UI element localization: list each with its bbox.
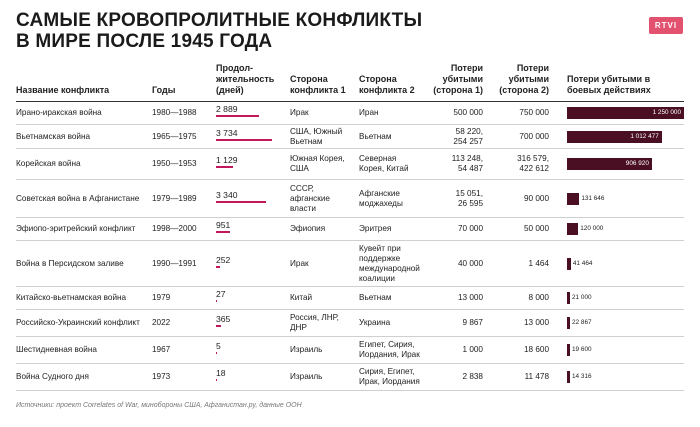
- cell-name: Советская война в Афганистане: [16, 193, 140, 203]
- cell-years: 1979—1989: [152, 193, 197, 203]
- duration-bar: [216, 266, 220, 268]
- cell-side1: Израиль: [290, 345, 323, 354]
- loss-bar: [567, 193, 579, 205]
- conflicts-table: [16, 102, 684, 391]
- header-loss2: Потери убитыми (сторона 2): [499, 63, 549, 95]
- cell-side1: СССР, афганские власти: [290, 183, 330, 213]
- table-row: [16, 125, 684, 149]
- header-name: Название конфликта: [16, 85, 110, 95]
- duration-bar: [216, 115, 259, 117]
- loss-label: 1 250 000: [652, 109, 681, 116]
- duration-label: 5: [216, 341, 221, 351]
- cell-side1: Южная Корея, США: [290, 154, 345, 173]
- cell-loss1: 40 000: [457, 258, 483, 268]
- table-row: [16, 180, 684, 218]
- duration-bar: [216, 300, 217, 302]
- cell-loss2: 316 579, 422 612: [517, 154, 549, 173]
- table-header: [16, 63, 684, 100]
- source-note: Источники: проект Correlates of War, минобороны США, Афганистан.ру, данные ООН: [16, 402, 302, 409]
- cell-years: 1967: [152, 345, 171, 354]
- loss-bar: [567, 344, 570, 356]
- cell-loss1: 58 220, 254 257: [453, 126, 483, 146]
- cell-loss2: 18 600: [523, 345, 549, 354]
- cell-loss2: 8 000: [528, 293, 549, 302]
- cell-loss2: 11 478: [524, 372, 549, 381]
- loss-label: 22 867: [572, 319, 592, 326]
- rtvi-logo: RTVI: [649, 17, 683, 34]
- duration-bar: [216, 166, 233, 168]
- cell-loss2: 750 000: [519, 108, 549, 117]
- cell-years: 2022: [152, 318, 171, 327]
- cell-name: Российско-Украинский конфликт: [16, 318, 140, 327]
- duration-label: 27: [216, 289, 226, 299]
- duration-label: 252: [216, 254, 231, 265]
- duration-bar: [216, 231, 230, 233]
- cell-name: Китайско-вьетнамская война: [16, 293, 127, 302]
- loss-label: 19 600: [572, 346, 592, 353]
- cell-name: Эфиопо-эритрейский конфликт: [16, 224, 136, 233]
- cell-years: 1998—2000: [152, 224, 197, 233]
- duration-bar: [216, 325, 221, 327]
- cell-name: Шестидневная война: [16, 345, 97, 354]
- table-row: [16, 241, 684, 287]
- cell-side1: Израиль: [290, 372, 323, 381]
- duration-label: 951: [216, 220, 231, 230]
- header-side1: Сторона конфликта 1: [290, 74, 346, 95]
- cell-loss1: 9 867: [462, 318, 483, 327]
- duration-label: 3 734: [216, 127, 238, 138]
- cell-name: Война в Персидском заливе: [16, 258, 124, 268]
- cell-side2: Кувейт при поддержке международной коалиции: [359, 243, 420, 283]
- cell-side1: Эфиопия: [290, 224, 326, 233]
- duration-label: 18: [216, 368, 226, 378]
- cell-name: Корейская война: [16, 159, 81, 168]
- cell-loss1: 70 000: [457, 224, 483, 233]
- cell-side2: Вьетнам: [359, 293, 392, 302]
- cell-loss1: 1 000: [462, 345, 483, 354]
- page-title: [16, 10, 576, 52]
- duration-label: 3 340: [216, 189, 238, 200]
- duration-label: 365: [216, 314, 231, 324]
- loss-label: 131 646: [581, 194, 605, 202]
- table-row: [16, 218, 684, 241]
- loss-bar: [567, 223, 578, 235]
- cell-years: 1980—1988: [152, 108, 197, 117]
- cell-years: 1990—1991: [152, 258, 197, 268]
- header-lossbar: Потери убитыми в боевых действиях: [567, 74, 651, 95]
- duration-bar: [216, 201, 266, 203]
- cell-loss1: 13 000: [457, 293, 483, 302]
- duration-label: 1 129: [216, 155, 238, 165]
- cell-loss2: 1 464: [528, 258, 549, 268]
- duration-bar: [216, 379, 217, 381]
- duration-bar: [216, 139, 272, 141]
- table-row: [16, 149, 684, 180]
- table-row: [16, 310, 684, 337]
- loss-bar: [567, 258, 571, 270]
- cell-side1: Россия, ЛНР, ДНР: [290, 313, 339, 332]
- header-loss1: Потери убитыми (сторона 1): [433, 63, 483, 95]
- title-line-2: В МИРЕ ПОСЛЕ 1945 ГОДА: [16, 31, 273, 52]
- table-row: [16, 287, 684, 310]
- cell-side1: США, Южный Вьетнам: [290, 126, 343, 146]
- cell-loss2: 90 000: [523, 193, 549, 203]
- cell-years: 1965—1975: [152, 131, 197, 141]
- cell-years: 1979: [152, 293, 171, 302]
- cell-name: Ирано-иракская война: [16, 108, 102, 117]
- duration-bar: [216, 352, 217, 354]
- table-row: [16, 102, 684, 125]
- loss-label: 1 012 477: [630, 132, 659, 140]
- cell-side2: Египет, Сирия, Иордания, Ирак: [359, 340, 420, 359]
- cell-name: Вьетнамская война: [16, 131, 91, 141]
- cell-loss1: 15 051, 26 595: [455, 188, 483, 208]
- cell-loss1: 2 838: [462, 372, 483, 381]
- header-side2: Сторона конфликта 2: [359, 74, 415, 95]
- loss-bar: [567, 371, 570, 383]
- cell-years: 1973: [152, 372, 171, 381]
- loss-label: 120 000: [580, 225, 604, 232]
- title-line-1: САМЫЕ КРОВОПРОЛИТНЫЕ КОНФЛИКТЫ: [16, 10, 423, 31]
- loss-label: 906 920: [625, 160, 649, 167]
- cell-loss1: 500 000: [453, 108, 483, 117]
- cell-side1: Ирак: [290, 258, 309, 268]
- cell-loss2: 700 000: [519, 131, 549, 141]
- cell-side2: Иран: [359, 108, 379, 117]
- loss-bar: [567, 292, 570, 304]
- cell-loss1: 113 248, 54 487: [451, 154, 483, 173]
- duration-label: 2 889: [216, 104, 238, 114]
- cell-loss2: 13 000: [523, 318, 549, 327]
- cell-years: 1950—1953: [152, 159, 197, 168]
- header-years: Годы: [152, 85, 176, 95]
- loss-label: 14 316: [572, 373, 592, 380]
- cell-side2: Северная Корея, Китай: [359, 154, 409, 173]
- loss-bar: [567, 317, 570, 329]
- cell-side2: Афганские моджахеды: [359, 188, 403, 208]
- cell-side2: Вьетнам: [359, 131, 392, 141]
- cell-side2: Эритрея: [359, 224, 392, 233]
- cell-side1: Китай: [290, 293, 313, 302]
- table-row: [16, 337, 684, 364]
- header-duration: Продол- жительность (дней): [216, 63, 275, 95]
- table-row: [16, 364, 684, 391]
- cell-side2: Украина: [359, 318, 391, 327]
- loss-label: 21 000: [572, 294, 592, 301]
- cell-loss2: 50 000: [523, 224, 549, 233]
- cell-side2: Сирия, Египет, Ирак, Иордания: [359, 367, 420, 386]
- cell-name: Война Судного дня: [16, 372, 89, 381]
- loss-label: 41 464: [572, 259, 593, 267]
- cell-side1: Ирак: [290, 108, 309, 117]
